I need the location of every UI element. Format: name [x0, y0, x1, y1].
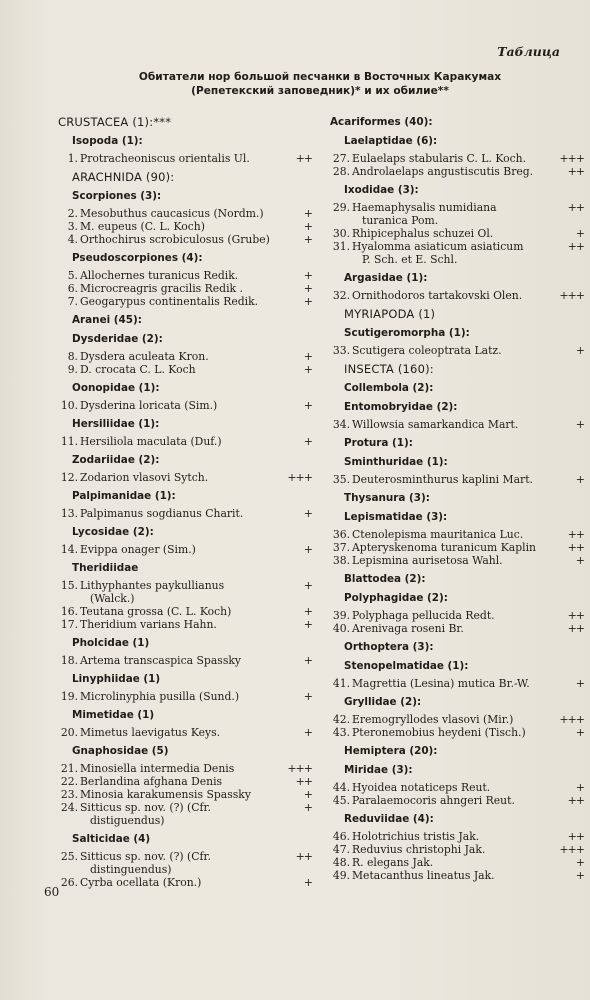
species-name: Zodarion vlasovi Sytch.	[80, 471, 209, 484]
taxon-heading: Isopoda (1):	[72, 135, 143, 147]
species-name: Berlandina afghana Denis	[80, 775, 223, 788]
species-row	[58, 363, 316, 376]
species-name: Hyalomma asiaticum asiaticum	[352, 240, 524, 253]
taxon-heading: Blattodea (2):	[344, 573, 426, 585]
species-name: Eulaelaps stabularis C. L. Koch.	[352, 152, 527, 165]
species-name-continued: distinguendus)	[90, 863, 172, 876]
species-row	[330, 418, 588, 431]
taxon-heading: Oonopidae (1):	[72, 382, 160, 394]
species-row	[58, 788, 316, 801]
abundance-mark: +++	[559, 289, 584, 302]
taxon-heading: Salticidae (4)	[72, 833, 151, 845]
species-number: 22.	[60, 775, 78, 788]
abundance-mark: +++	[559, 713, 584, 726]
left-column	[58, 110, 316, 889]
species-number: 5.	[67, 269, 78, 282]
abundance-mark: +	[303, 690, 312, 703]
taxon-heading: Scutigeromorpha (1):	[344, 327, 470, 339]
abundance-mark: +	[303, 618, 312, 631]
species-name: Magrettia (Lesina) mutica Br.-W.	[352, 677, 530, 690]
taxon-heading: Stenopelmatidae (1):	[344, 660, 469, 672]
taxon-heading: Lepismatidae (3):	[344, 511, 448, 523]
abundance-mark: +	[575, 473, 584, 486]
species-row	[58, 269, 316, 282]
species-row	[58, 876, 316, 889]
abundance-mark: +	[303, 435, 312, 448]
abundance-mark: +	[575, 726, 584, 739]
species-row	[330, 289, 588, 302]
abundance-mark: +	[303, 543, 312, 556]
species-number: 20.	[60, 726, 78, 739]
species-name: Ornithodoros tartakovski Olen.	[352, 289, 523, 302]
species-number: 33.	[332, 344, 350, 357]
species-name: Scutigera coleoptrata Latz.	[352, 344, 502, 357]
species-row	[330, 843, 588, 856]
abundance-mark: ++	[567, 609, 584, 622]
species-name: Hyoidea notaticeps Reut.	[352, 781, 491, 794]
species-row	[330, 528, 588, 541]
abundance-mark: +++	[559, 843, 584, 856]
species-name: Hersiliola maculata (Duf.)	[80, 435, 222, 448]
species-row	[58, 850, 316, 876]
species-name: Willowsia samarkandica Mart.	[352, 418, 519, 431]
species-name: Theridium varians Hahn.	[80, 618, 217, 631]
species-row	[330, 201, 588, 227]
species-name: Evippa onager (Sim.)	[80, 543, 196, 556]
species-row	[330, 165, 588, 178]
abundance-mark: ++	[567, 240, 584, 253]
species-name: Teutana grossa (C. L. Koch)	[80, 605, 232, 618]
species-name: R. elegans Jak.	[352, 856, 434, 869]
abundance-mark: ++	[295, 850, 312, 863]
species-name: Sitticus sp. nov. (?) (Cfr.	[80, 850, 211, 863]
taxon-heading: Gnaphosidae (5)	[72, 745, 169, 757]
species-number: 44.	[332, 781, 350, 794]
abundance-mark: +	[303, 350, 312, 363]
species-number: 11.	[60, 435, 78, 448]
species-name: Orthochirus scrobiculosus (Grube)	[80, 233, 270, 246]
species-number: 23.	[60, 788, 78, 801]
taxon-heading: Polyphagidae (2):	[344, 592, 448, 604]
species-row	[58, 295, 316, 308]
species-number: 29.	[332, 201, 350, 214]
species-row	[58, 690, 316, 703]
species-number: 24.	[60, 801, 78, 814]
species-row	[58, 801, 316, 827]
taxon-heading: Pholcidae (1)	[72, 637, 150, 649]
abundance-mark: +++	[287, 762, 312, 775]
abundance-mark: +	[303, 605, 312, 618]
taxon-heading: Argasidae (1):	[344, 272, 428, 284]
species-number: 37.	[332, 541, 350, 554]
abundance-mark: +	[303, 876, 312, 889]
species-name: Cyrba ocellata (Kron.)	[80, 876, 202, 889]
species-number: 6.	[67, 282, 78, 295]
species-row	[330, 830, 588, 843]
taxon-heading: Lycosidae (2):	[72, 526, 154, 538]
species-name: Holotrichius tristis Jak.	[352, 830, 480, 843]
table-tag: Таблица	[497, 44, 560, 59]
species-row	[330, 869, 588, 882]
species-number: 49.	[332, 869, 350, 882]
species-name: Metacanthus lineatus Jak.	[352, 869, 495, 882]
taxon-heading: Sminthuridae (1):	[344, 456, 448, 468]
species-number: 13.	[60, 507, 78, 520]
abundance-mark: ++	[567, 541, 584, 554]
species-number: 41.	[332, 677, 350, 690]
taxon-heading: Aranei (45):	[72, 314, 142, 326]
abundance-mark: +++	[559, 152, 584, 165]
abundance-mark: +	[303, 220, 312, 233]
species-name: Allochernes turanicus Redik.	[80, 269, 239, 282]
species-number: 43.	[332, 726, 350, 739]
taxon-heading: Protura (1):	[344, 437, 413, 449]
species-row	[58, 207, 316, 220]
species-row	[58, 435, 316, 448]
species-name: M. eupeus (C. L. Koch)	[80, 220, 205, 233]
species-number: 4.	[67, 233, 78, 246]
abundance-mark: +	[303, 579, 312, 592]
species-number: 39.	[332, 609, 350, 622]
species-name: D. crocata C. L. Koch	[80, 363, 196, 376]
species-number: 45.	[332, 794, 350, 807]
species-name: Dysderina loricata (Sim.)	[80, 399, 218, 412]
species-name: Arenivaga roseni Br.	[352, 622, 464, 635]
species-row	[58, 282, 316, 295]
species-name: Pteronemobius heydeni (Tisch.)	[352, 726, 526, 739]
species-number: 28.	[332, 165, 350, 178]
species-row	[58, 471, 316, 484]
taxon-heading: MYRIAPODA (1)	[344, 307, 436, 321]
abundance-mark: +	[303, 207, 312, 220]
species-row	[330, 622, 588, 635]
species-number: 36.	[332, 528, 350, 541]
title-line-1: Обитатели нор большой песчанки в Восточных Каракумах	[138, 71, 502, 83]
species-row	[58, 605, 316, 618]
species-row	[330, 473, 588, 486]
taxon-heading: Hemiptera (20):	[344, 745, 438, 757]
species-row	[58, 618, 316, 631]
abundance-mark: +	[575, 781, 584, 794]
species-name-continued: P. Sch. et E. Schl.	[362, 253, 458, 266]
species-name: Dysdera aculeata Kron.	[80, 350, 209, 363]
species-number: 48.	[332, 856, 350, 869]
taxon-heading: Miridae (3):	[344, 764, 413, 776]
species-name: Ctenolepisma mauritanica Luc.	[352, 528, 524, 541]
taxon-heading: Reduviidae (4):	[344, 813, 434, 825]
species-row	[330, 856, 588, 869]
taxon-heading: Entomobryidae (2):	[344, 401, 458, 413]
species-row	[330, 677, 588, 690]
species-name: Haemaphysalis numidiana	[352, 201, 497, 214]
table-title	[110, 70, 530, 98]
species-number: 8.	[67, 350, 78, 363]
abundance-mark: ++	[567, 165, 584, 178]
abundance-mark: +	[303, 399, 312, 412]
species-name: Eremogryllodes vlasovi (Mir.)	[352, 713, 514, 726]
species-name: Minosia karakumensis Spassky	[80, 788, 251, 801]
species-name: Geogarypus continentalis Redik.	[80, 295, 259, 308]
species-number: 3.	[67, 220, 78, 233]
taxon-heading: Dysderidae (2):	[72, 333, 163, 345]
abundance-mark: +	[303, 801, 312, 814]
species-row	[58, 233, 316, 246]
species-row	[58, 543, 316, 556]
species-name: Deuterosminthurus kaplini Mart.	[352, 473, 533, 486]
taxon-heading: Pseudoscorpiones (4):	[72, 252, 203, 264]
taxon-heading: Gryllidae (2):	[344, 696, 422, 708]
species-number: 46.	[332, 830, 350, 843]
species-row	[330, 240, 588, 266]
species-row	[58, 399, 316, 412]
species-number: 25.	[60, 850, 78, 863]
species-row	[58, 507, 316, 520]
taxon-heading: INSECTA (160):	[344, 362, 434, 376]
abundance-mark: +	[303, 726, 312, 739]
taxon-heading: Orthoptera (3):	[344, 641, 434, 653]
species-name-continued: turanica Pom.	[362, 214, 439, 227]
abundance-mark: ++	[295, 152, 312, 165]
abundance-mark: +	[575, 227, 584, 240]
species-row	[58, 654, 316, 667]
species-row	[330, 609, 588, 622]
abundance-mark: +	[303, 295, 312, 308]
taxon-heading: Thysanura (3):	[344, 492, 430, 504]
species-name: Microlinyphia pusilla (Sund.)	[80, 690, 240, 703]
taxon-heading: Linyphiidae (1)	[72, 673, 161, 685]
species-name: Protracheoniscus orientalis Ul.	[80, 152, 250, 165]
species-number: 18.	[60, 654, 78, 667]
species-number: 31.	[332, 240, 350, 253]
species-row	[330, 726, 588, 739]
taxon-heading: Theridiidae	[72, 562, 139, 574]
species-name: Lithyphantes paykullianus	[80, 579, 225, 592]
abundance-mark: +	[303, 788, 312, 801]
taxon-heading: Mimetidae (1)	[72, 709, 155, 721]
species-row	[330, 781, 588, 794]
species-number: 10.	[60, 399, 78, 412]
abundance-mark: ++	[567, 622, 584, 635]
species-row	[58, 579, 316, 605]
species-name: Lepismina aurisetosa Wahl.	[352, 554, 503, 567]
species-name: Artema transcaspica Spassky	[80, 654, 241, 667]
species-row	[330, 554, 588, 567]
species-name-continued: (Walck.)	[90, 592, 135, 605]
species-name: Apteryskenoma turanicum Kaplin	[352, 541, 536, 554]
species-number: 16.	[60, 605, 78, 618]
taxon-heading: Hersiliidae (1):	[72, 418, 160, 430]
abundance-mark: +	[303, 507, 312, 520]
abundance-mark: ++	[567, 830, 584, 843]
species-name: Minosiella intermedia Denis	[80, 762, 235, 775]
abundance-mark: +	[303, 282, 312, 295]
species-row	[58, 762, 316, 775]
species-number: 27.	[332, 152, 350, 165]
species-number: 9.	[67, 363, 78, 376]
species-number: 1.	[67, 152, 78, 165]
species-number: 19.	[60, 690, 78, 703]
species-number: 2.	[67, 207, 78, 220]
abundance-mark: +	[575, 677, 584, 690]
abundance-mark: ++	[567, 794, 584, 807]
species-name: Mesobuthus caucasicus (Nordm.)	[80, 207, 264, 220]
species-number: 38.	[332, 554, 350, 567]
species-name: Microcreagris gracilis Redik .	[80, 282, 243, 295]
species-number: 15.	[60, 579, 78, 592]
species-number: 35.	[332, 473, 350, 486]
abundance-mark: +	[303, 233, 312, 246]
species-row	[330, 713, 588, 726]
abundance-mark: +	[303, 269, 312, 282]
species-number: 26.	[60, 876, 78, 889]
species-number: 32.	[332, 289, 350, 302]
abundance-mark: ++	[295, 775, 312, 788]
taxon-heading: Palpimanidae (1):	[72, 490, 176, 502]
species-name-continued: distiguendus)	[90, 814, 165, 827]
species-name: Reduvius christophi Jak.	[352, 843, 486, 856]
taxon-heading: Acariformes (40):	[330, 116, 433, 128]
species-name: Polyphaga pellucida Redt.	[352, 609, 495, 622]
species-row	[330, 227, 588, 240]
right-column	[330, 110, 588, 882]
species-row	[58, 220, 316, 233]
abundance-mark: +	[575, 554, 584, 567]
species-name: Paralaemocoris ahngeri Reut.	[352, 794, 515, 807]
species-number: 40.	[332, 622, 350, 635]
species-row	[330, 541, 588, 554]
species-number: 7.	[67, 295, 78, 308]
taxon-heading: Collembola (2):	[344, 382, 434, 394]
species-row	[58, 350, 316, 363]
taxon-heading: Ixodidae (3):	[344, 184, 419, 196]
abundance-mark: +	[575, 856, 584, 869]
species-number: 17.	[60, 618, 78, 631]
species-row	[58, 726, 316, 739]
abundance-mark: ++	[567, 201, 584, 214]
species-name: Sitticus sp. nov. (?) (Cfr.	[80, 801, 211, 814]
taxon-heading: Zodariidae (2):	[72, 454, 160, 466]
species-number: 21.	[60, 762, 78, 775]
species-number: 14.	[60, 543, 78, 556]
abundance-mark: ++	[567, 528, 584, 541]
page-number: 60	[44, 885, 60, 899]
species-row	[330, 344, 588, 357]
taxon-heading: CRUSTACEA (1):***	[58, 115, 172, 129]
title-line-2: (Репетекский заповедник)* и их обилие**	[191, 85, 449, 97]
species-name: Mimetus laevigatus Keys.	[80, 726, 221, 739]
species-row	[58, 152, 316, 165]
species-row	[330, 794, 588, 807]
species-number: 47.	[332, 843, 350, 856]
abundance-mark: +	[575, 869, 584, 882]
species-name: Rhipicephalus schuzei Ol.	[352, 227, 494, 240]
species-row	[58, 775, 316, 788]
abundance-mark: +++	[287, 471, 312, 484]
taxon-heading: Laelaptidae (6):	[344, 135, 438, 147]
species-row	[330, 152, 588, 165]
species-number: 12.	[60, 471, 78, 484]
species-number: 30.	[332, 227, 350, 240]
species-name: Palpimanus sogdianus Charit.	[80, 507, 244, 520]
species-number: 42.	[332, 713, 350, 726]
species-number: 34.	[332, 418, 350, 431]
abundance-mark: +	[575, 418, 584, 431]
abundance-mark: +	[303, 654, 312, 667]
abundance-mark: +	[303, 363, 312, 376]
taxon-heading: ARACHNIDA (90):	[72, 170, 175, 184]
species-name: Androlaelaps angustiscutis Breg.	[352, 165, 534, 178]
taxon-heading: Scorpiones (3):	[72, 190, 162, 202]
abundance-mark: +	[575, 344, 584, 357]
